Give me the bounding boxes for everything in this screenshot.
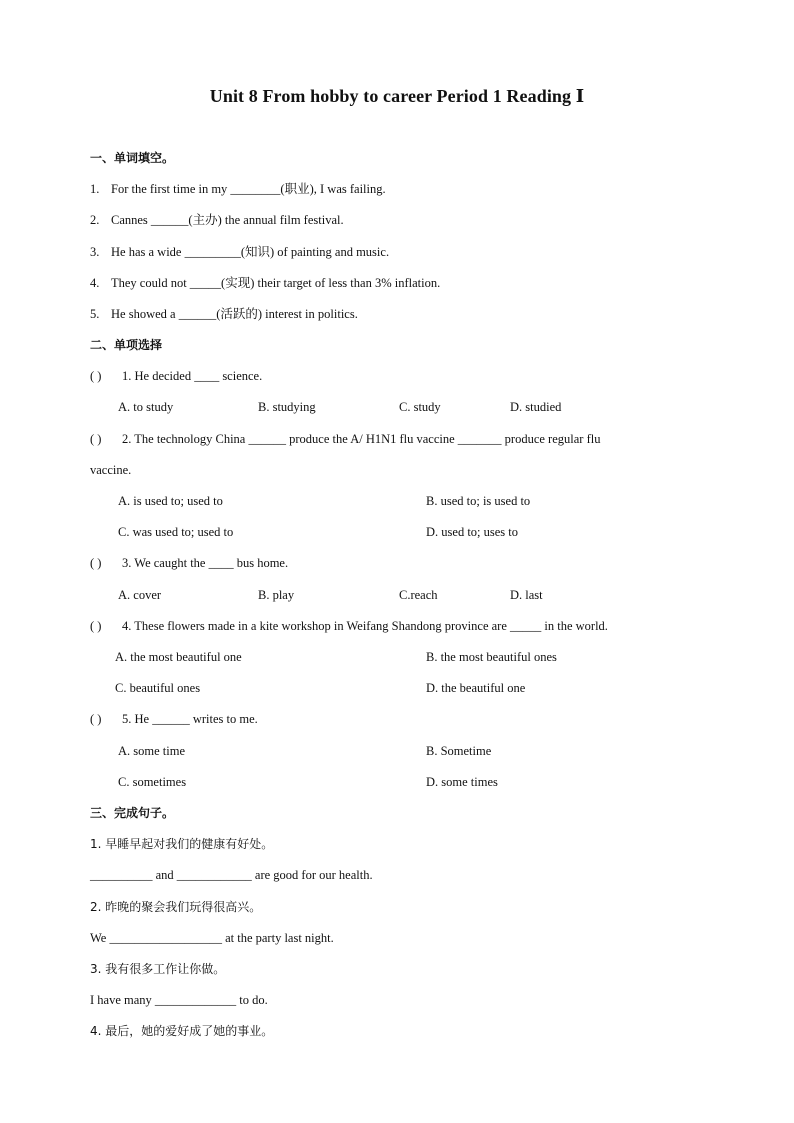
question-4 (90, 618, 608, 634)
option-b: B. studying (258, 400, 316, 414)
list-item (90, 181, 386, 197)
item-number: 2. (90, 213, 100, 227)
option-a: A. is used to; used to (118, 494, 223, 508)
question-text: 1. He decided ____ science. (122, 369, 263, 383)
answer-blank: ( ) (90, 432, 102, 446)
question-text: 3. We caught the ____ bus home. (122, 556, 289, 570)
option-d: D. used to; uses to (426, 525, 519, 539)
item-number: 3. (90, 245, 100, 259)
answer-blank: ( ) (90, 619, 102, 633)
option-d: D. last (510, 588, 543, 602)
option-a: A. cover (118, 588, 162, 602)
list-item (90, 244, 389, 260)
section2-heading: 二、单项选择 (90, 338, 163, 352)
option-c: C. sometimes (118, 775, 187, 789)
answer-blank: ( ) (90, 369, 102, 383)
option-d: D. some times (426, 775, 498, 789)
section3-heading: 三、完成句子。 (90, 806, 175, 820)
question-text: 2. The technology China ______ produce the A/ H1N1 flu vaccine _______ produce regular flu (122, 432, 601, 446)
option-d: D. studied (510, 400, 562, 414)
item-number: 4. (90, 276, 100, 290)
question-text: 5. He ______ writes to me. (122, 712, 258, 726)
item-number: 1. (90, 182, 100, 196)
sentence-4-chinese: 4. 最后，她的爱好成了她的事业。 (90, 1024, 274, 1038)
list-item (90, 212, 344, 228)
option-c: C. beautiful ones (115, 681, 201, 695)
option-c: C.reach (399, 588, 438, 602)
item-text: Cannes ______(主办) the annual film festival. (111, 213, 344, 227)
sentence-3-chinese: 3. 我有很多工作让你做。 (90, 962, 226, 976)
sentence-1-english: __________ and ____________ are good for our health. (90, 868, 373, 882)
option-b: B. Sometime (426, 744, 492, 758)
option-d: D. the beautiful one (426, 681, 526, 695)
option-c: C. was used to; used to (118, 525, 234, 539)
option-a: A. the most beautiful one (115, 650, 242, 664)
question-1 (90, 368, 262, 384)
item-text: He has a wide _________(知识) of painting and music. (111, 245, 390, 259)
answer-blank: ( ) (90, 556, 102, 570)
question-2-continuation: vaccine. (90, 463, 132, 477)
answer-blank: ( ) (90, 712, 102, 726)
sentence-1-chinese: 1. 早睡早起对我们的健康有好处。 (90, 837, 274, 851)
option-c: C. study (399, 400, 441, 414)
item-text: For the first time in my ________(职业), I was failing. (111, 182, 386, 196)
option-b: B. used to; is used to (426, 494, 531, 508)
section1-heading: 一、单词填空。 (90, 151, 175, 165)
page-title: Unit 8 From hobby to career Period 1 Reading Ⅰ (209, 86, 585, 106)
sentence-2-chinese: 2. 昨晚的聚会我们玩得很高兴。 (90, 900, 262, 914)
item-text: They could not _____(实现) their target of less than 3% inflation. (111, 276, 441, 290)
list-item (90, 306, 358, 322)
question-3 (90, 555, 288, 571)
sentence-3-english: I have many _____________ to do. (90, 993, 268, 1007)
option-b: B. play (258, 588, 295, 602)
question-text: 4. These flowers made in a kite workshop in Weifang Shandong province are _____ in the world. (122, 619, 608, 633)
list-item (90, 275, 440, 291)
option-a: A. some time (118, 744, 186, 758)
option-b: B. the most beautiful ones (426, 650, 557, 664)
question-2 (90, 431, 600, 447)
option-a: A. to study (118, 400, 174, 414)
item-number: 5. (90, 307, 100, 321)
question-5 (90, 711, 258, 727)
sentence-2-english: We __________________ at the party last night. (90, 931, 334, 945)
item-text: He showed a ______(活跃的) interest in politics. (111, 307, 358, 321)
